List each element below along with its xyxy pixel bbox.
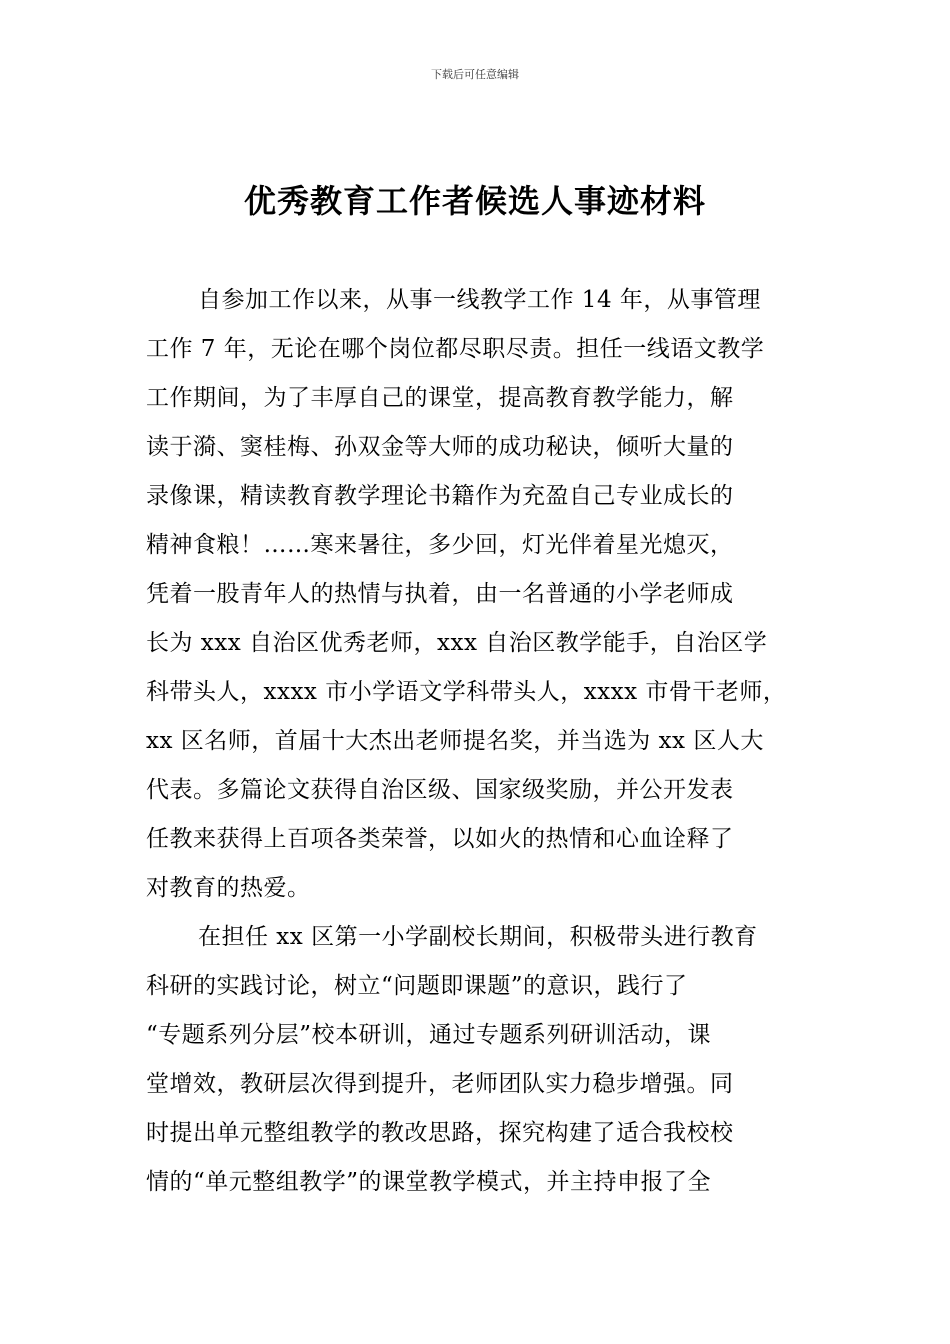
document-body — [146, 276, 826, 1207]
text-line: “专题系列分层”校本研训，通过专题系列研训活动，课 — [146, 1022, 712, 1048]
text-line: xx 区名师，首届十大杰出老师提名奖，并当选为 xx 区人大 — [146, 728, 764, 754]
text-line: 精神食粮！……寒来暑往，多少回，灯光伴着星光熄灭， — [146, 532, 734, 558]
text-line: 在担任 xx 区第一小学副校长期间，积极带头进行教育 — [198, 924, 758, 950]
text-line: 科带头人，xxxx 市小学语文学科带头人，xxxx 市骨干老师， — [146, 679, 787, 705]
text-line: 读于漪、窦桂梅、孙双金等大师的成功秘诀，倾听大量的 — [146, 434, 734, 460]
text-line: 长为 xxx 自治区优秀老师，xxx 自治区教学能手，自治区学 — [146, 630, 768, 656]
text-line: 堂增效，教研层次得到提升，老师团队实力稳步增强。同 — [146, 1071, 734, 1097]
paragraph-1 — [146, 276, 826, 913]
text-line: 录像课，精读教育教学理论书籍作为充盈自己专业成长的 — [146, 483, 734, 509]
text-line: 科研的实践讨论，树立“问题即课题”的意识，践行了 — [146, 973, 688, 999]
paragraph-2 — [146, 913, 826, 1207]
text-line: 情的“单元整组教学”的课堂教学模式，并主持申报了全 — [146, 1169, 712, 1195]
text-line: 对教育的热爱。 — [146, 875, 311, 901]
text-line: 工作 7 年，无论在哪个岗位都尽职尽责。担任一线语文教学 — [146, 336, 765, 362]
document-title: 优秀教育工作者候选人事迹材料 — [243, 182, 706, 220]
text-line: 代表。多篇论文获得自治区级、国家级奖励，并公开发表 — [146, 777, 734, 803]
text-line: 工作期间，为了丰厚自己的课堂，提高教育教学能力，解 — [146, 385, 734, 411]
text-line: 时提出单元整组教学的教改思路，探究构建了适合我校校 — [146, 1120, 734, 1146]
text-line: 任教来获得上百项各类荣誉，以如火的热情和心血诠释了 — [146, 826, 734, 852]
text-line: 凭着一股青年人的热情与执着，由一名普通的小学老师成 — [146, 581, 734, 607]
header-note: 下载后可任意编辑 — [431, 68, 519, 81]
text-line: 自参加工作以来，从事一线教学工作 14 年，从事管理 — [198, 287, 761, 313]
